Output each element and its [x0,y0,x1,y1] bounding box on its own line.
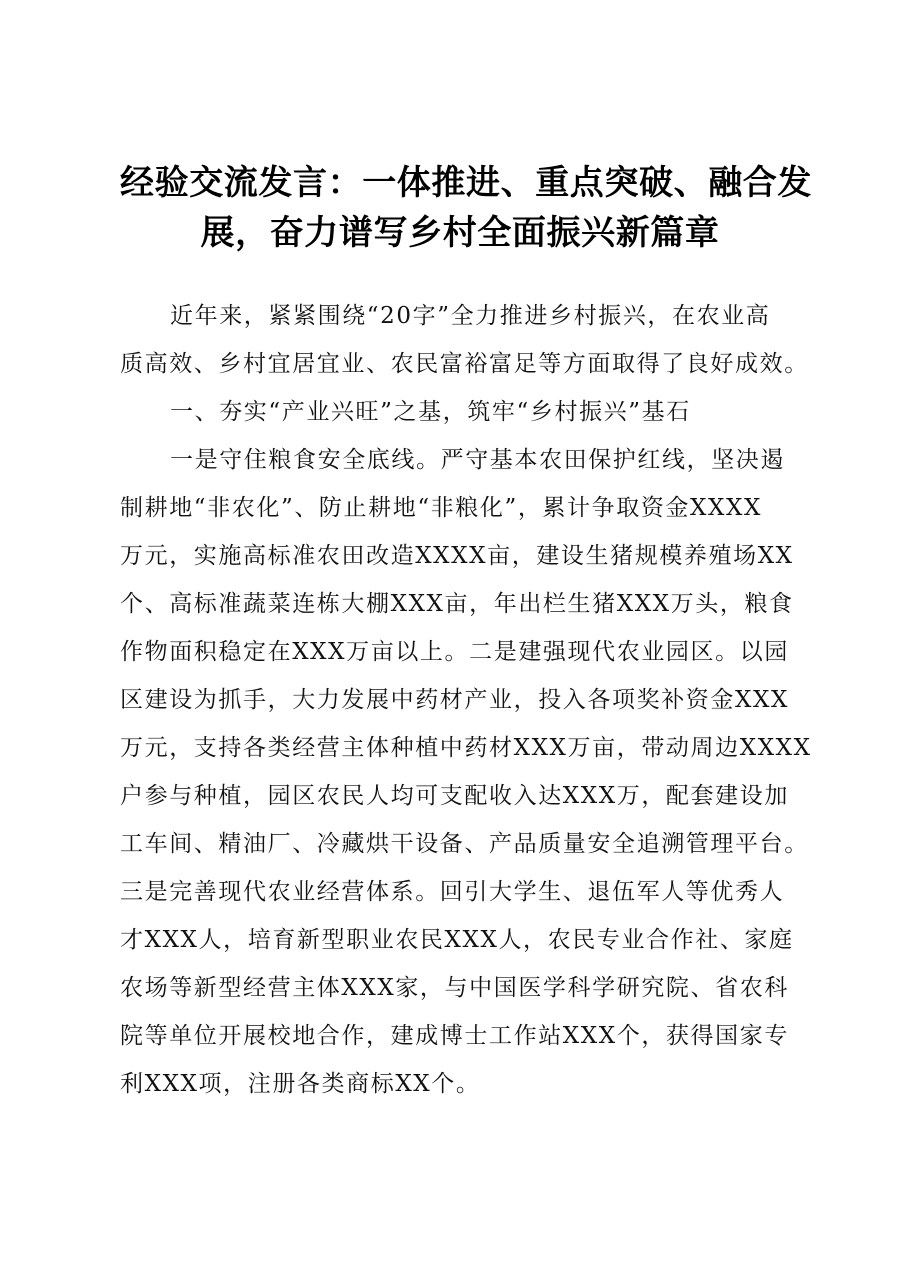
paragraph-body-line-4: 个、高标准蔬菜连栋大棚XXX亩，年出栏生猪XXX万头，粮食 [120,591,794,617]
document-body [120,292,812,1108]
title-line-2: 展，奋力谱写乡村全面振兴新篇章 [200,213,720,253]
title-line-1: 经验交流发言：一体推进、重点突破、融合发 [120,163,812,203]
section-heading-1: 一、夯实“产业兴旺”之基，筑牢“乡村振兴”基石 [170,399,691,425]
paragraph-intro-line-1: 近年来，紧紧围绕“20字”全力推进乡村振兴，在农业高 [170,303,771,329]
paragraph-body-line-8: 户参与种植，园区农民人均可支配收入达XXX万，配套建设加 [120,783,789,809]
paragraph-body-line-3: 万元，实施高标准农田改造XXXX亩，建设生猪规模养殖场XX [120,543,794,569]
paragraph-body-line-14: 利XXX项，注册各类商标XX个。 [120,1071,481,1097]
paragraph-body-line-7: 万元，支持各类经营主体种植中药材XXX万亩，带动周边XXXX [120,735,812,761]
paragraph-body-line-13: 院等单位开展校地合作，建成博士工作站XXX个，获得国家专 [120,1023,789,1049]
document-title [120,158,812,258]
paragraph-body-line-11: 才XXX人，培育新型职业农民XXX人，农民专业合作社、家庭 [120,927,794,953]
paragraph-body-line-9: 工车间、精油厂、冷藏烘干设备、产品质量安全追溯管理平台。 [120,831,809,857]
paragraph-body-line-5: 作物面积稳定在XXX万亩以上。二是建强现代农业园区。以园 [120,639,789,665]
paragraph-body-line-10: 三是完善现代农业经营体系。回引大学生、退伍军人等优秀人 [120,879,785,905]
paragraph-intro-line-2: 质高效、乡村宜居宜业、农民富裕富足等方面取得了良好成效。 [120,351,809,377]
paragraph-body-line-12: 农场等新型经营主体XXX家，与中国医学科学研究院、省农科 [120,975,789,1001]
paragraph-body-line-1: 一是守住粮食安全底线。严守基本农田保护红线，坚决遏 [170,447,785,473]
paragraph-body-line-2: 制耕地“非农化”、防止耕地“非粮化”，累计争取资金XXXX [120,495,762,521]
paragraph-body-line-6: 区建设为抓手，大力发展中药材产业，投入各项奖补资金XXX [120,687,789,713]
